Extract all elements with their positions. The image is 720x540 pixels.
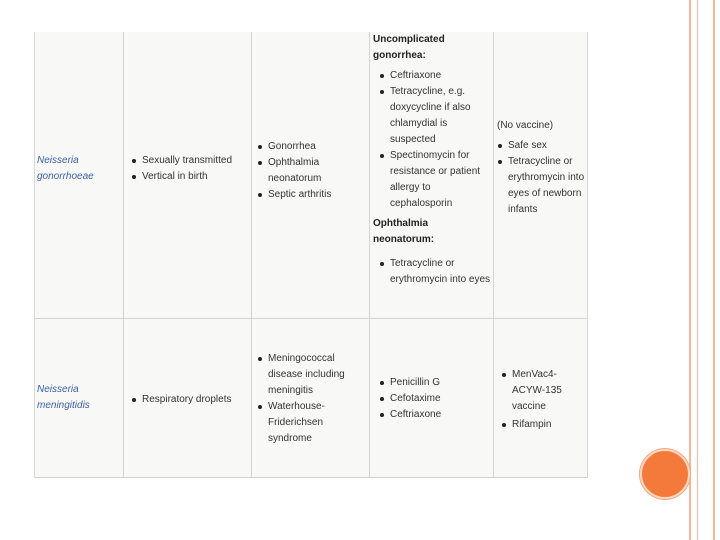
row-divider [35, 318, 587, 319]
list-item: Tetracycline or erythromycin into eyes of newborn infants [497, 154, 587, 218]
column-divider [369, 32, 370, 477]
list-item: Ceftriaxone [379, 68, 491, 84]
treatment-heading: Uncomplicated gonorrhea: [373, 34, 445, 61]
organism-link-gonorrhoeae[interactable]: Neisseria gonorrhoeae [37, 155, 94, 182]
treatment-list [379, 68, 491, 212]
list-item: Vertical in birth [131, 169, 249, 185]
list-item: Tetracycline or erythromycin into eyes [379, 256, 491, 288]
prevention-list [501, 367, 585, 433]
disease-list [257, 139, 365, 203]
list-item: Spectinomycin for resistance or patient allergy to cephalosporin [379, 148, 491, 212]
list-item: Sexually transmitted [131, 153, 249, 169]
column-divider [493, 32, 494, 477]
prevention-note: (No vaccine) [497, 120, 554, 131]
treatment-list [379, 375, 489, 423]
column-divider [123, 32, 124, 477]
list-item: Penicillin G [379, 375, 489, 391]
prevention-list [497, 138, 587, 218]
list-item: Ceftriaxone [379, 407, 489, 423]
transmission-list [131, 392, 249, 408]
treatment-heading: Ophthalmia neonatorum: [373, 218, 435, 245]
organism-link-meningitidis[interactable]: Neisseria meningitidis [37, 384, 90, 411]
decorative-line [689, 0, 691, 540]
column-divider [251, 32, 252, 477]
treatment-cell [373, 32, 491, 288]
list-item: Septic arthritis [257, 187, 365, 203]
list-item: Gonorrhea [257, 139, 365, 155]
decorative-circle [640, 449, 690, 499]
disease-list [257, 351, 365, 447]
list-item: Safe sex [497, 138, 587, 154]
prevention-cell [497, 118, 587, 218]
list-item: Meningococcal disease including meningitis [257, 351, 365, 399]
transmission-list [131, 153, 249, 185]
list-item: Cefotaxime [379, 391, 489, 407]
list-item: Ophthalmia neonatorum [257, 155, 365, 187]
treatment-list [379, 256, 491, 288]
bacteria-table [34, 32, 588, 478]
list-item: Rifampin [501, 417, 585, 433]
list-item: MenVac4-ACYW-135 vaccine [501, 367, 585, 415]
list-item: Respiratory droplets [131, 392, 249, 408]
decorative-line [713, 0, 715, 540]
list-item: Waterhouse-Friderichsen syndrome [257, 399, 365, 447]
decorative-line [697, 0, 698, 540]
list-item: Tetracycline, e.g. doxycycline if also chlamydial is suspected [379, 84, 491, 148]
